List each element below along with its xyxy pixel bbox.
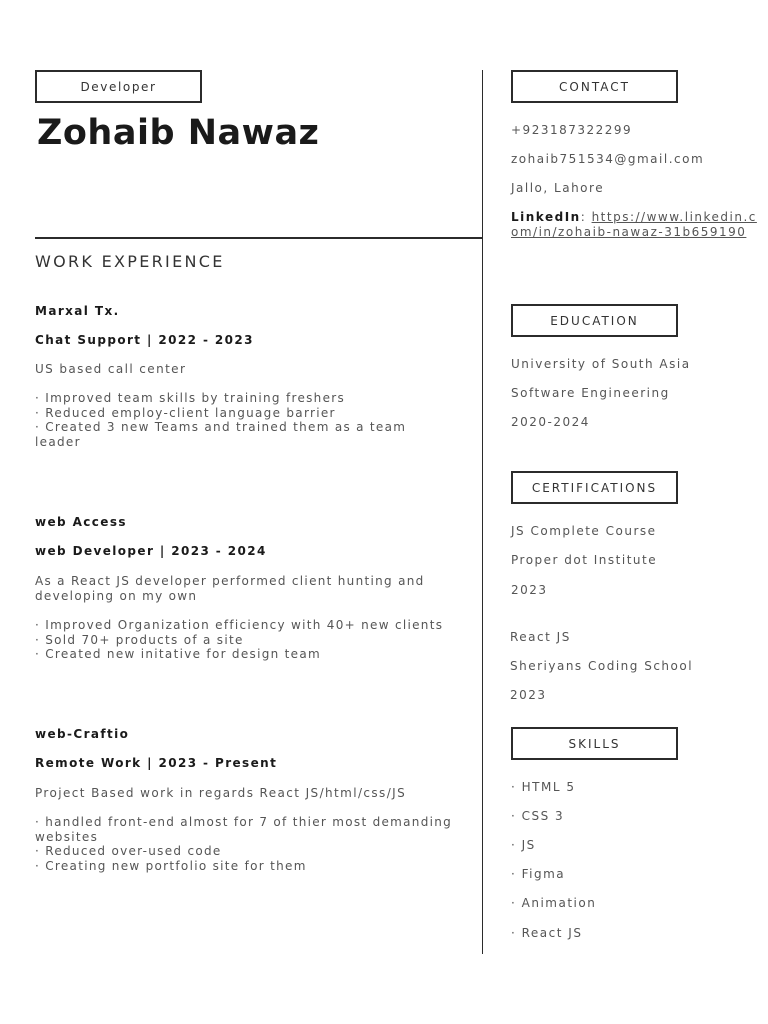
certifications-heading: CERTIFICATIONS [511, 471, 678, 504]
job-bullet: · Sold 70+ products of a site [35, 632, 244, 647]
job-role: Remote Work | 2023 - Present [35, 756, 278, 770]
contact-address: Jallo, Lahore [511, 181, 605, 195]
column-divider [482, 70, 483, 954]
contact-linkedin [511, 210, 761, 239]
skill-item: · JS [511, 838, 536, 852]
contact-phone: +923187322299 [511, 123, 633, 137]
job-bullets [35, 391, 455, 449]
candidate-name: Zohaib Nawaz [37, 113, 320, 153]
skill-item: · CSS 3 [511, 809, 565, 823]
job-description: US based call center [35, 362, 187, 376]
skill-item: · Animation [511, 896, 597, 910]
job-bullet: · Created new initative for design team [35, 647, 321, 662]
job-bullet: · Creating new portfolio site for them [35, 858, 307, 873]
certification-course: JS Complete Course [511, 524, 657, 538]
job-bullet: · Reduced over-used code [35, 844, 222, 859]
job-description-text: As a React JS developer performed client hunting and developing on my own [35, 574, 425, 603]
job-bullet: · Improved Organization efficiency with 40+ new clients [35, 618, 444, 632]
job-description [35, 574, 455, 603]
contact-email: zohaib751534@gmail.com [511, 152, 705, 166]
skill-item: · HTML 5 [511, 780, 576, 794]
job-company: web Access [35, 515, 127, 529]
job-bullet: · Reduced employ-client language barrier [35, 405, 336, 420]
skill-item: · Figma [511, 867, 566, 881]
skills-heading: SKILLS [511, 727, 678, 760]
linkedin-label: LinkedIn [511, 210, 581, 224]
education-years: 2020-2024 [511, 415, 590, 429]
job-bullet: · Created 3 new Teams and trained them as a team leader [35, 420, 407, 449]
job-company: Marxal Tx. [35, 304, 120, 318]
work-experience-title: WORK EXPERIENCE [35, 252, 225, 271]
job-bullets [35, 618, 455, 662]
education-degree: Software Engineering [511, 386, 670, 400]
role-badge: Developer [35, 70, 202, 103]
certification-year: 2023 [511, 583, 548, 597]
certification-course: React JS [510, 630, 571, 644]
job-role: Chat Support | 2022 - 2023 [35, 333, 254, 347]
certification-institute: Sheriyans Coding School [510, 659, 694, 673]
job-bullets [35, 815, 455, 873]
education-school: University of South Asia [511, 357, 691, 371]
certification-year: 2023 [510, 688, 547, 702]
contact-heading: CONTACT [511, 70, 678, 103]
linkedin-link[interactable]: https://www.linkedin.com/in/zohaib-nawaz-31b659190 [511, 210, 757, 239]
job-role: web Developer | 2023 - 2024 [35, 544, 267, 558]
job-bullet: · handled front-end almost for 7 of thier most demanding websites [35, 815, 453, 844]
linkedin-colon: : [580, 210, 592, 224]
skill-item: · React JS [511, 926, 583, 940]
education-heading: EDUCATION [511, 304, 678, 337]
job-company: web-Craftio [35, 727, 130, 741]
section-divider [35, 237, 483, 239]
certification-institute: Proper dot Institute [511, 553, 658, 567]
job-description: Project Based work in regards React JS/html/css/JS [35, 786, 407, 800]
job-bullet: · Improved team skills by training freshers [35, 391, 346, 405]
